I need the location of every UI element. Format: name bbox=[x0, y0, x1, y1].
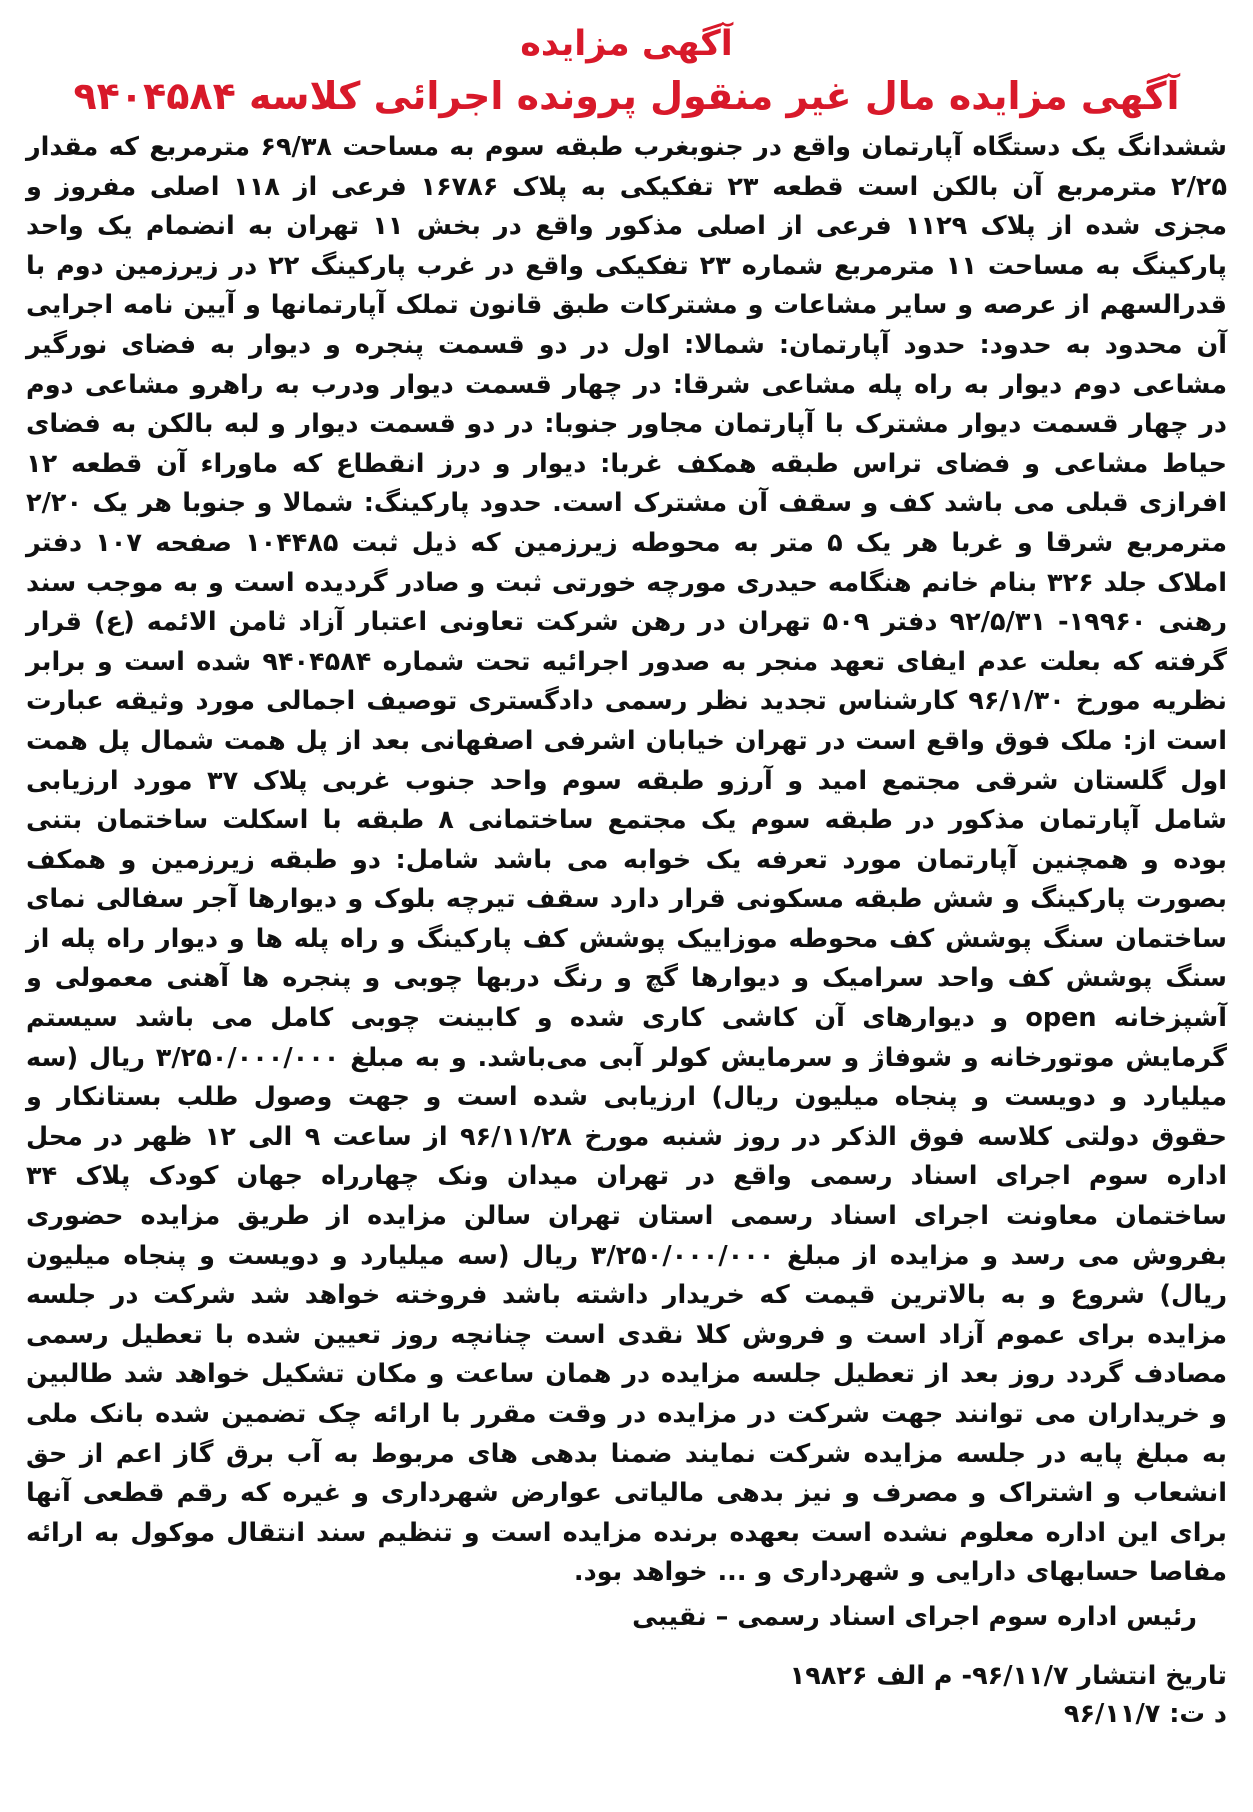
notice-body: ششدانگ یک دستگاه آپارتمان واقع در جنوبغرب طبقه سوم به مساحت ۶۹/۳۸ مترمربع که مقدار ۲/۲۵ مترمربع آن بالکن است قطعه ۲۳ تفکیکی به پلاک ۱۶۷۸۶ فرعی از ۱۱۸ اصلی مفروز و مجزی شده از پلاک ۱۱۲۹ فرعی از اصلی مذکور واقع در بخش ۱۱ تهران به انضمام یک واحد پارکینگ به مساحت ۱۱ مترمربع شماره ۲۳ تفکیکی واقع در غرب پارکینگ ۲۲ در زیرزمین دوم با قدرالسهم از عرصه و سایر مشاعات و مشترکات طبق قانون تملک آپارتمانها و آیین نامه اجرایی آن محدود به حدود: حدود آپارتمان: شمالا: اول در دو قسمت پنجره و دیوار به فضای نورگیر مشاعی دوم دیوار به راه پله مشاعی شرقا: در چهار قسمت دیوار ودرب به راهرو مشاعی دوم در چهار قسمت دیوار مشترک با آپارتمان مجاور جنوبا: در دو قسمت دیوار و لبه بالکن به فضای حیاط مشاعی و فضای تراس طبقه همکف غربا: دیوار و درز انقطاع که ماوراء آن قطعه ۱۲ افرازی قبلی می باشد کف و سقف آن مشترک است. حدود پارکینگ: شمالا و جنوبا هر یک ۲/۲۰ مترمربع شرقا و غربا هر یک ۵ متر به محوطه زیرزمین که ذیل ثبت ۱۰۴۴۸۵ صفحه ۱۰۷ دفتر املاک جلد ۳۲۶ بنام خانم هنگامه حیدری مورچه خورتی ثبت و صادر گردیده است و به موجب سند رهنی ۱۹۹۶۰- ۹۲/۵/۳۱ دفتر ۵۰۹ تهران در رهن شرکت تعاونی اعتبار آزاد ثامن الائمه (ع) قرار گرفته که بعلت عدم ایفای تعهد منجر به صدور اجرائیه تحت شماره ۹۴۰۴۵۸۴ شده است و برابر نظریه مورخ ۹۶/۱/۳۰ کارشناس تجدید نظر رسمی دادگستری توصیف اجمالی مورد وثیقه عبارت است از: ملک فوق واقع است در تهران خیابان اشرفی اصفهانی بعد از پل همت شمال پل همت اول گلستان شرقی مجتمع امید و آرزو طبقه سوم واحد جنوب غربی پلاک ۳۷ مورد ارزیابی شامل آپارتمان مذکور در طبقه سوم یک مجتمع ساختمانی ۸ طبقه با اسکلت ساختمان بتنی بوده و همچنین آپارتمان مورد تعرفه یک خوابه می باشد شامل: دو طبقه زیرزمین و همکف بصورت پارکینگ و شش طبقه مسکونی قرار دارد سقف تیرچه بلوک و دیوارها آجر سفالی نمای ساختمان سنگ پوشش کف محوطه موزاییک پوشش کف پارکینگ و راه پله ها و دیوار راه پله از سنگ پوشش کف واحد سرامیک و دیوارها گچ و رنگ دربها چوبی و پنجره ها آهنی معمولی و آشپزخانه open و دیوارهای آن کاشی کاری شده و کابینت چوبی کامل می باشد سیستم گرمایش موتورخانه و شوفاژ و سرمایش کولر آبی می‌باشد. و به مبلغ ۳/۲۵۰/۰۰۰/۰۰۰ ریال (سه میلیارد و دویست و پنجاه میلیون ریال) ارزیابی شده است و جهت وصول طلب بستانکار و حقوق دولتی کلاسه فوق الذکر در روز شنبه مورخ ۹۶/۱۱/۲۸ از ساعت ۹ الی ۱۲ ظهر در محل اداره سوم اجرای اسناد رسمی واقع در تهران میدان ونک چهارراه جهان کودک پلاک ۳۴ ساختمان معاونت اجرای اسناد رسمی استان تهران سالن مزایده از طریق مزایده حضوری بفروش می رسد و مزایده از مبلغ ۳/۲۵۰/۰۰۰/۰۰۰ ریال (سه میلیارد و دویست و پنجاه میلیون ریال) شروع و به بالاترین قیمت که خریدار داشته باشد فروخته خواهد شد شرکت در جلسه مزایده برای عموم آزاد است و فروش کلا نقدی است چنانچه روز تعیین شده با تعطیل رسمی مصادف گردد روز بعد از تعطیل جلسه مزایده در همان ساعت و مکان تشکیل خواهد شد طالبین و خریداران می توانند جهت شرکت در مزایده در وقت مقرر با ارائه چک تضمین شده بانک ملی به مبلغ پایه در جلسه مزایده شرکت نمایند ضمنا بدهی های مربوط به آب برق گاز اعم از حق انشعاب و اشتراک و مصرف و نیز بدهی مالیاتی عوارض شهرداری و غیره که رقم قطعی آنها برای این اداره معلوم نشده است بعهده برنده مزایده است و تنظیم سند انتقال موکول به ارائه مفاصا حسابهای دارایی و شهرداری و ... خواهد بود. bbox=[26, 132, 1228, 1588]
notice-title: آگهی مزایده bbox=[520, 24, 733, 64]
dt-date: د ت: ۹۶/۱۱/۷ bbox=[1063, 1698, 1227, 1729]
notice-signature: رئیس اداره سوم اجرای اسناد رسمی – نقیبی bbox=[632, 1601, 1197, 1632]
notice-subtitle: آگهی مزایده مال غیر منقول پرونده اجرائی کلاسه ۹۴۰۴۵۸۴ bbox=[73, 74, 1180, 118]
publication-date: تاریخ انتشار ۹۶/۱۱/۷- م الف ۱۹۸۲۶ bbox=[789, 1660, 1227, 1691]
